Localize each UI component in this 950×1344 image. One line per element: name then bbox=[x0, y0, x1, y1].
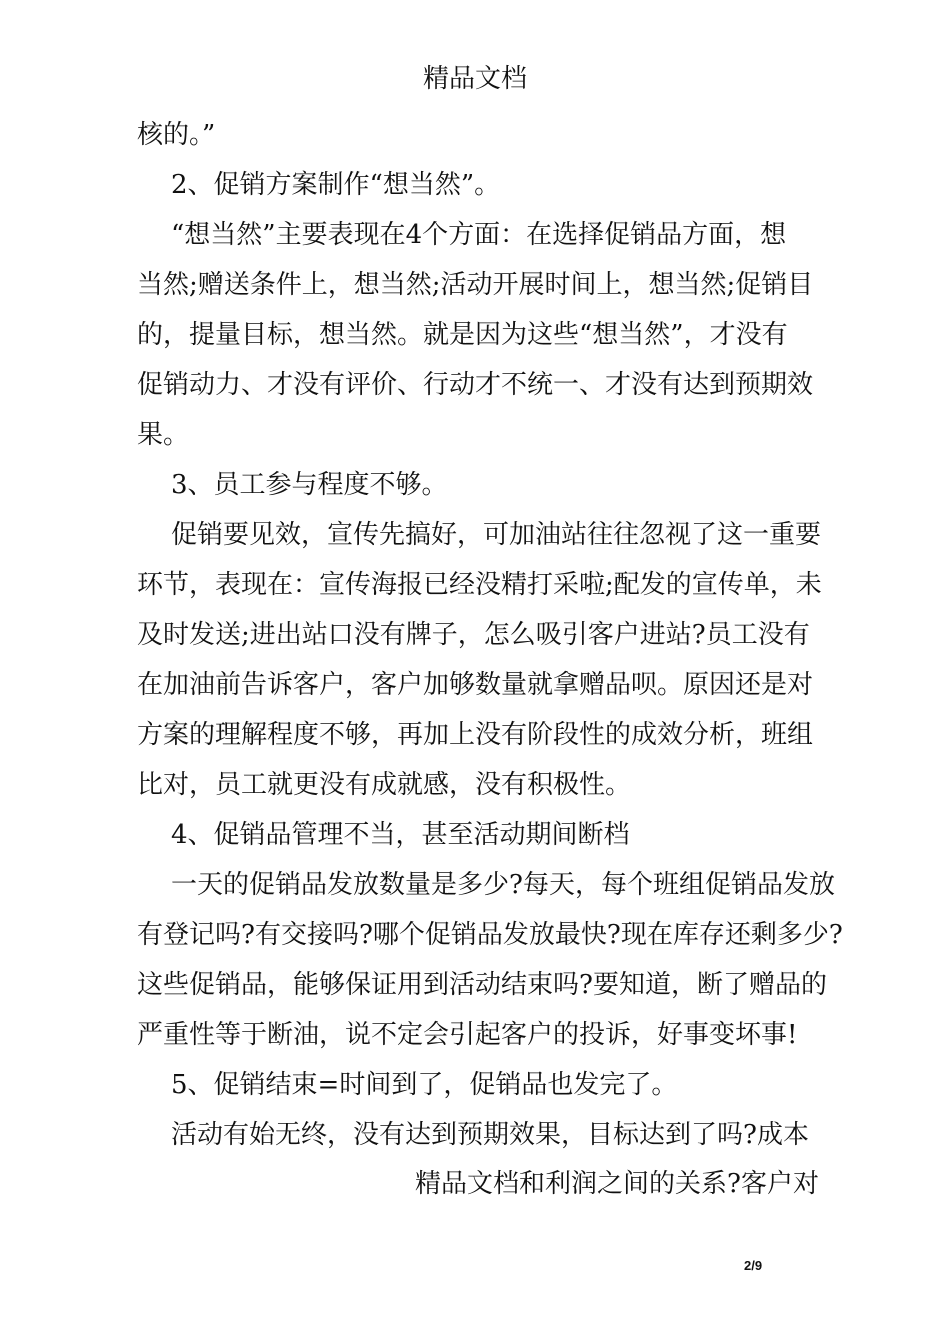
paragraph-line: “想当然”主要表现在4个方面：在选择促销品方面，想 bbox=[171, 220, 787, 250]
paragraph-line: 比对，员工就更没有成就感，没有积极性。 bbox=[137, 770, 632, 800]
section-heading-4: 4、促销品管理不当，甚至活动期间断档 bbox=[171, 820, 630, 850]
section-heading-5: 5、促销结束=时间到了，促销品也发完了。 bbox=[171, 1070, 678, 1100]
paragraph-line: 在加油前告诉客户，客户加够数量就拿赠品呗。原因还是对 bbox=[137, 670, 814, 700]
paragraph-line: 这些促销品，能够保证用到活动结束吗?要知道，断了赠品的 bbox=[137, 970, 827, 1000]
page-number: 2/9 bbox=[744, 1258, 763, 1273]
paragraph-line: 促销动力、才没有评价、行动才不统一、才没有达到预期效 bbox=[137, 370, 814, 400]
paragraph-line: 有登记吗?有交接吗?哪个促销品发放最快?现在库存还剩多少? bbox=[137, 920, 843, 950]
paragraph-line: 当然;赠送条件上，想当然;活动开展时间上，想当然;促销目 bbox=[137, 270, 814, 300]
paragraph-line: 及时发送;进出站口没有牌子，怎么吸引客户进站?员工没有 bbox=[137, 620, 810, 650]
paragraph-line: 方案的理解程度不够，再加上没有阶段性的成效分析，班组 bbox=[137, 720, 814, 750]
paragraph-line: 一天的促销品发放数量是多少?每天，每个班组促销品发放 bbox=[171, 870, 835, 900]
paragraph-line: 活动有始无终，没有达到预期效果，目标达到了吗?成本 bbox=[171, 1120, 809, 1150]
paragraph-line: 的，提量目标，想当然。就是因为这些“想当然”，才没有 bbox=[137, 320, 788, 350]
paragraph-line: 促销要见效，宣传先搞好，可加油站往往忽视了这一重要 bbox=[171, 520, 822, 550]
page-header-title: 精品文档 bbox=[422, 64, 527, 94]
section-heading-3: 3、员工参与程度不够。 bbox=[171, 470, 448, 500]
footer-text-line: 精品文档和利润之间的关系?客户对 bbox=[415, 1169, 819, 1199]
document-body bbox=[137, 114, 843, 1164]
paragraph-line: 环节，表现在：宣传海报已经没精打采啦;配发的宣传单，未 bbox=[137, 570, 822, 600]
paragraph-line: 严重性等于断油，说不定会引起客户的投诉，好事变坏事! bbox=[137, 1020, 798, 1050]
paragraph-line: 果。 bbox=[137, 420, 190, 450]
paragraph-line: 核的。” bbox=[137, 120, 216, 150]
section-heading-2: 2、促销方案制作“想当然”。 bbox=[171, 170, 501, 200]
